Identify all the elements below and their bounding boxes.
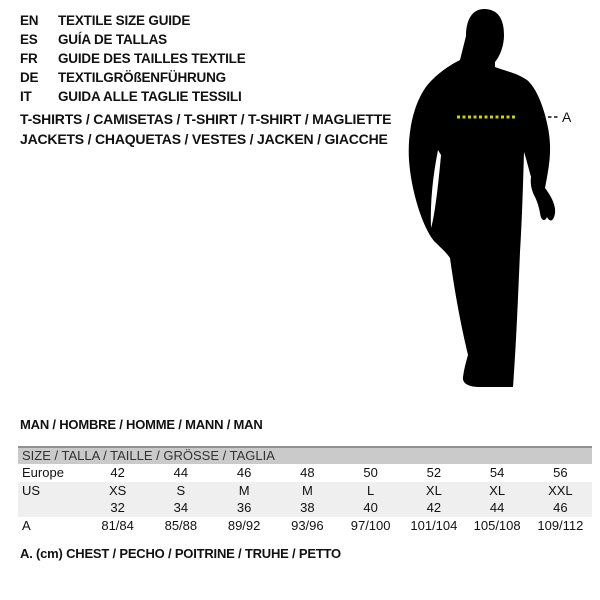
language-code: ES [20, 32, 38, 47]
language-title: GUIDA ALLE TAGLIE TESSILI [58, 89, 242, 104]
row-label: US [22, 482, 41, 498]
size-cell: XL [489, 482, 506, 498]
size-table [18, 446, 592, 534]
size-cell: 52 [426, 465, 442, 480]
size-cell: 93/96 [291, 517, 324, 533]
size-cell: 81/84 [101, 517, 134, 533]
row-label [18, 499, 86, 517]
category-line-tshirts: T-SHIRTS / CAMISETAS / T-SHIRT / T-SHIRT / MAGLIETTE [20, 111, 392, 127]
size-cell: 36 [236, 500, 252, 515]
row-label: Europe [22, 465, 64, 480]
size-cell: 48 [300, 465, 315, 480]
man-silhouette-figure [400, 0, 600, 410]
size-cell: 42 [110, 465, 125, 480]
size-cell: L [367, 482, 375, 498]
language-row-it [20, 87, 246, 106]
language-row-es [20, 30, 246, 49]
row-label: A [22, 517, 31, 533]
size-cell: M [301, 482, 313, 498]
language-title: GUÍA DE TALLAS [58, 32, 167, 47]
size-cell: 97/100 [350, 517, 391, 533]
language-list [20, 11, 246, 106]
size-cell: XXL [548, 482, 573, 498]
man-silhouette [409, 9, 555, 387]
table-row-numeric [18, 499, 592, 517]
size-cell: 42 [426, 500, 442, 515]
category-line-jackets: JACKETS / CHAQUETAS / VESTES / JACKEN / GIACCHE [20, 130, 388, 147]
size-cell: M [238, 482, 250, 498]
size-cell: 38 [300, 500, 315, 515]
size-cell: 85/88 [164, 517, 198, 533]
size-table-header: SIZE / TALLA / TAILLE / GRÖSSE / TAGLIA [18, 446, 592, 464]
table-row-us [18, 482, 592, 500]
size-cell: 54 [489, 465, 505, 480]
size-cell: 44 [173, 465, 189, 480]
language-code: FR [20, 51, 38, 66]
measurement-footnote: A. (cm) CHEST / PECHO / POITRINE / TRUHE / PETTO [20, 546, 341, 561]
language-code: EN [20, 13, 39, 28]
size-cell: 34 [173, 500, 189, 515]
table-row-chest-a [18, 517, 592, 535]
size-cell: 101/104 [410, 517, 458, 533]
language-row-en [20, 11, 246, 30]
size-cell: 46 [553, 500, 568, 515]
garment-categories [20, 110, 391, 149]
size-cell: 56 [553, 465, 568, 480]
size-cell: 44 [489, 500, 505, 515]
size-cell: 46 [236, 465, 252, 480]
size-cell: 105/108 [473, 517, 521, 533]
language-title: TEXTILGRÖßENFÜHRUNG [58, 70, 226, 85]
language-row-fr [20, 49, 246, 68]
measure-label-a: A [562, 109, 572, 125]
table-row-europe [18, 464, 592, 482]
section-title-man: MAN / HOMBRE / HOMME / MANN / MAN [20, 417, 263, 432]
size-cell: 32 [110, 500, 125, 515]
language-code: DE [20, 70, 39, 85]
language-row-de [20, 68, 246, 87]
language-code: IT [20, 89, 32, 104]
size-cell: 109/112 [537, 517, 584, 533]
size-cell: 40 [363, 500, 378, 515]
size-cell: 89/92 [227, 517, 261, 533]
size-cell: XL [425, 482, 442, 498]
language-title: GUIDE DES TAILLES TEXTILE [58, 51, 246, 66]
size-cell: S [176, 482, 186, 498]
size-cell: XS [108, 482, 127, 498]
size-cell: 50 [363, 465, 378, 480]
language-title: TEXTILE SIZE GUIDE [58, 13, 191, 28]
